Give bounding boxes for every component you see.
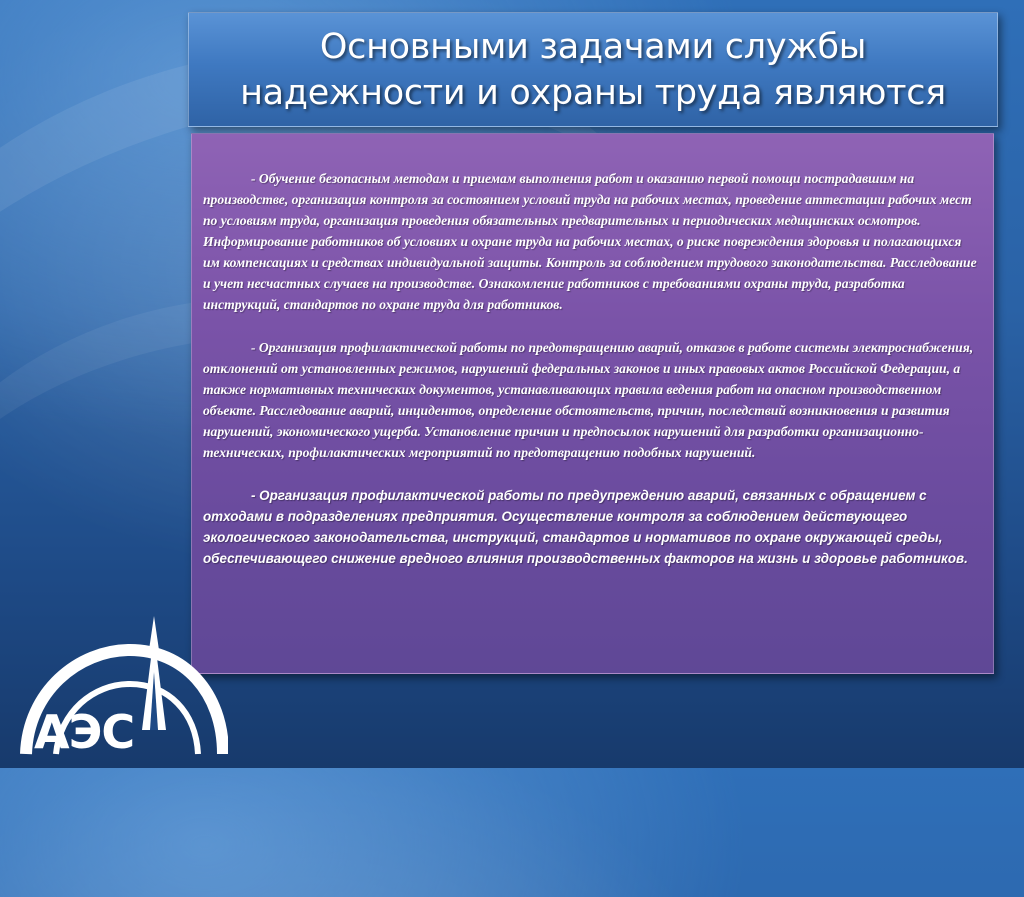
title-banner: [188, 12, 998, 127]
paragraph-accident-prevention: - Организация профилактической работы по предотвращению аварий, отказов в работе системы электроснабжения, отклонений от установленных режимов, нарушений федеральных законов и иных правовых актов Российской Федерации, а также нормативных технических документов, устанавливающих правила ведения работ на опасном производственном объекте. Расследование аварий, инцидентов, определение обстоятельств, причин, последствий возникновения и развития нарушений, экономического ущерба. Установление причин и предпосылок нарушений для разработки организационно-технических, профилактических мероприятий по предотвращению подобных нарушений.: [203, 340, 974, 460]
content-panel: [191, 133, 994, 674]
logo-text: АЭС: [34, 705, 135, 759]
slide-title: Основными задачами службы надежности и охраны труда являются: [240, 26, 946, 113]
paragraph-training: - Обучение безопасным методам и приемам выполнения работ и оказанию первой помощи пострадавшим на производстве, организация контроля за состоянием условий труда на рабочих местах, проведение аттестации рабочих мест по условиям труда, организация проведения обязательных предварительных и периодических медицинских осмотров. Информирование работников об условиях и охране труда на рабочих местах, о риске повреждения здоровья и полагающихся им компенсациях и средствах индивидуальной защиты. Контроль за соблюдением трудового законодательства. Расследование и учет несчастных случаев на производстве. Ознакомление работников с требованиями охраны труда, разработка инструкций, стандартов по охране труда для работников.: [203, 171, 977, 312]
aes-logo-icon: [18, 612, 228, 762]
paragraph-waste-ecology: - Организация профилактической работы по предупреждению аварий, связанных с обращением с отходами в подразделениях предприятия. Осуществление контроля за соблюдением действующего экологического законодательства, инструкций, стандартов и нормативов по охране окружающей среды, обеспечивающего снижение вредного влияния производственных факторов на жизнь и здоровье работников.: [203, 488, 968, 566]
